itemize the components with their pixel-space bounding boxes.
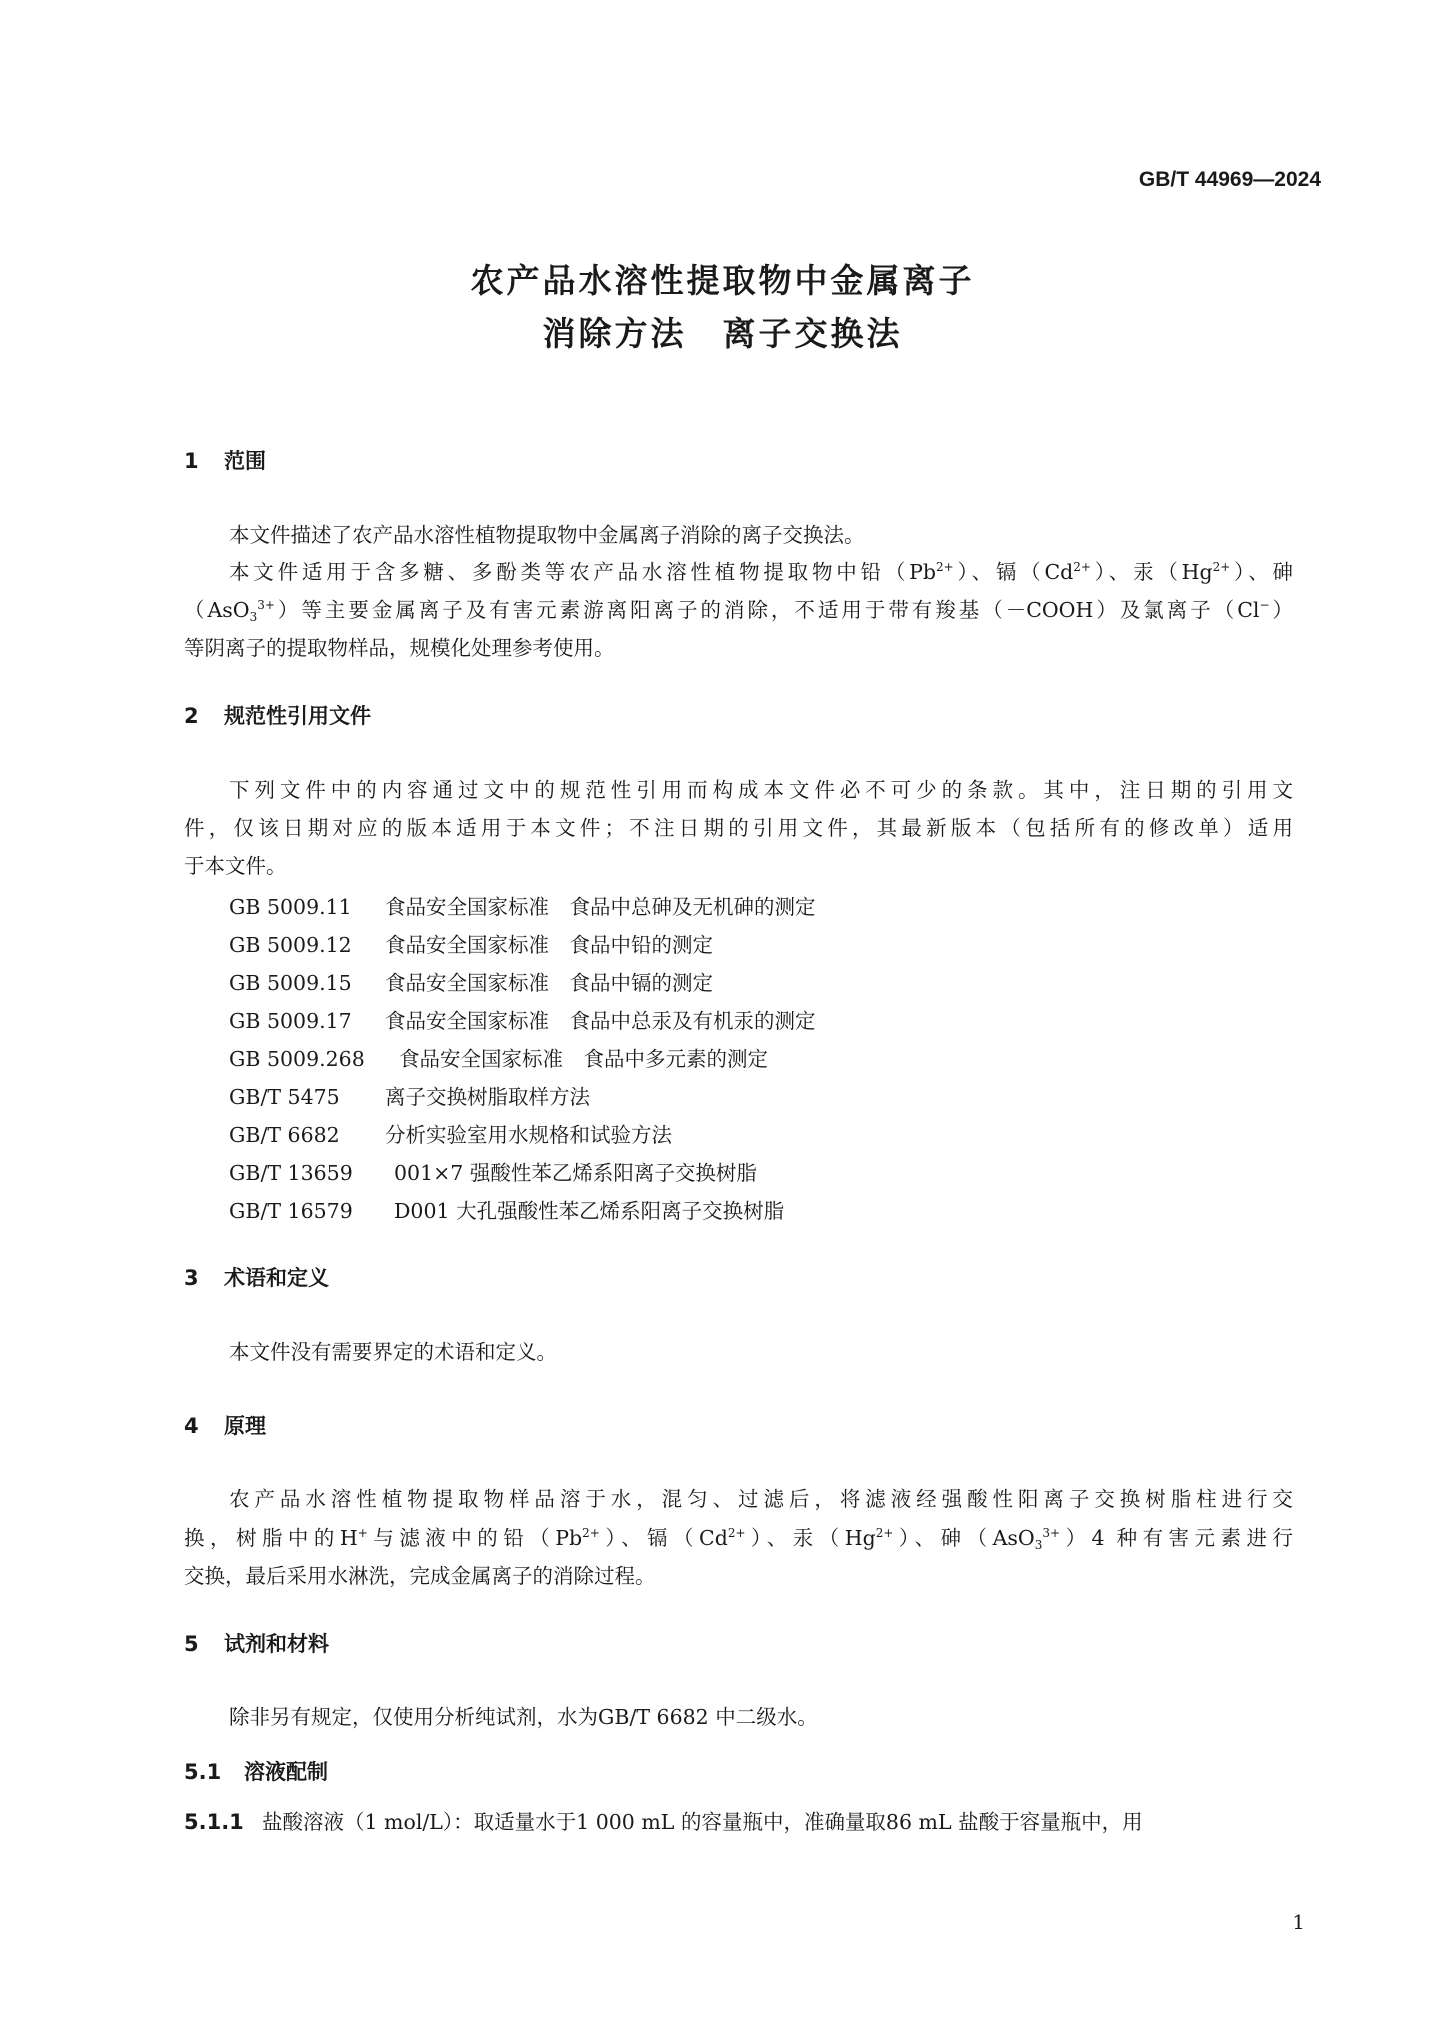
section-number: 4	[184, 1414, 199, 1438]
reference-title: 食品安全国家标准 食品中镉的测定	[385, 971, 713, 995]
scope-paragraph-1: 本文件描述了农产品水溶性植物提取物中金属离子消除的离子交换法。	[229, 523, 865, 547]
reference-title: 食品安全国家标准 食品中总砷及无机砷的测定	[385, 895, 816, 919]
section-number: 5	[184, 1632, 199, 1656]
scope-paragraph-2-line3: 等阴离子的提取物样品，规模化处理参考使用。	[184, 636, 615, 660]
references-intro-line1: 下列文件中的内容通过文中的规范性引用而构成本文件必不可少的条款。其中，注日期的引用文	[229, 778, 1293, 802]
reference-title: 001×7 强酸性苯乙烯系阳离子交换树脂	[394, 1161, 757, 1185]
document-title-line2: 消除方法 离子交换法	[542, 314, 903, 353]
reference-item	[229, 1004, 816, 1034]
section-5-heading	[184, 1628, 329, 1658]
reference-item	[229, 1042, 768, 1072]
reference-title: 分析实验室用水规格和试验方法	[385, 1123, 672, 1147]
reference-item	[229, 966, 713, 996]
section-3-heading	[184, 1262, 329, 1292]
clause-text: 盐酸溶液（1 mol/L）：取适量水于1 000 mL 的容量瓶中，准确量取86 mL 盐酸于容量瓶中，用	[262, 1810, 1143, 1834]
reference-title: 食品安全国家标准 食品中铅的测定	[385, 933, 713, 957]
reference-code: GB/T 6682	[229, 1123, 340, 1147]
reference-title: 食品安全国家标准 食品中多元素的测定	[399, 1047, 768, 1071]
reference-title: 食品安全国家标准 食品中总汞及有机汞的测定	[385, 1009, 816, 1033]
reagents-paragraph: 除非另有规定，仅使用分析纯试剂，水为GB/T 6682 中二级水。	[229, 1705, 818, 1729]
reference-item	[229, 1156, 757, 1186]
reference-code: GB 5009.11	[229, 895, 352, 919]
principle-line2: 换，树脂中的H+与滤液中的铅$(Pb^{2+})$、镉$(Cd^{2+})$、汞$(Hg^{2+})$、砷（AsO$_3^{3+}$）4 种有害元素进行	[184, 1526, 1293, 1552]
page-number: 1	[1292, 1910, 1305, 1934]
document-number: GB/T 44969—2024	[1138, 168, 1321, 191]
reference-code: GB 5009.12	[229, 933, 352, 957]
reference-code: GB 5009.268	[229, 1047, 365, 1071]
subsection-5-1-heading	[184, 1756, 328, 1786]
section-title: 范围	[224, 449, 266, 473]
section-number: 1	[184, 449, 199, 473]
section-title: 试剂和材料	[224, 1632, 329, 1656]
reference-code: GB/T 13659	[229, 1161, 353, 1185]
references-intro-line2: 件，仅该日期对应的版本适用于本文件；不注日期的引用文件，其最新版本（包括所有的修改单）适用	[184, 816, 1293, 840]
section-number: 3	[184, 1266, 199, 1290]
clause-number: 5.1.1	[184, 1810, 244, 1834]
reference-item	[229, 1080, 590, 1110]
reference-code: GB/T 16579	[229, 1199, 353, 1223]
reference-code: GB 5009.15	[229, 971, 352, 995]
subsection-number: 5.1	[184, 1760, 222, 1784]
reference-title: D001 大孔强酸性苯乙烯系阳离子交换树脂	[394, 1199, 785, 1223]
document-title-line1: 农产品水溶性提取物中金属离子	[470, 261, 975, 300]
principle-line1: 农产品水溶性植物提取物样品溶于水，混匀、过滤后，将滤液经强酸性阳离子交换树脂柱进行交	[229, 1487, 1293, 1511]
section-1-heading	[184, 445, 266, 475]
scope-paragraph-2-line2: （AsO$_3^{3+}$）等主要金属离子及有害元素游离阳离子的消除，不适用于带有羧基（－COOH）及氯离子（Cl−）	[184, 598, 1293, 624]
reference-item	[229, 890, 816, 920]
section-title: 术语和定义	[224, 1266, 329, 1290]
scope-paragraph-2-line1: 本文件适用于含多糖、多酚类等农产品水溶性植物提取物中铅$(Pb^{2+})$、镉$(Cd^{2+})$、汞$(Hg^{2+})$、砷	[229, 560, 1293, 584]
subsection-title: 溶液配制	[244, 1760, 328, 1784]
terms-paragraph: 本文件没有需要界定的术语和定义。	[229, 1340, 557, 1364]
section-4-heading	[184, 1410, 266, 1440]
section-title: 原理	[224, 1414, 266, 1438]
reference-code: GB/T 5475	[229, 1085, 340, 1109]
reference-code: GB 5009.17	[229, 1009, 352, 1033]
reference-item	[229, 1194, 784, 1224]
section-title: 规范性引用文件	[224, 704, 371, 728]
section-2-heading	[184, 700, 371, 730]
reference-title: 离子交换树脂取样方法	[385, 1085, 590, 1109]
reference-item	[229, 928, 713, 958]
reference-item	[229, 1118, 672, 1148]
section-number: 2	[184, 704, 199, 728]
references-intro-line3: 于本文件。	[184, 854, 287, 878]
principle-line3: 交换，最后采用水淋洗，完成金属离子的消除过程。	[184, 1564, 656, 1588]
subsection-5-1-1	[184, 1803, 1143, 1841]
